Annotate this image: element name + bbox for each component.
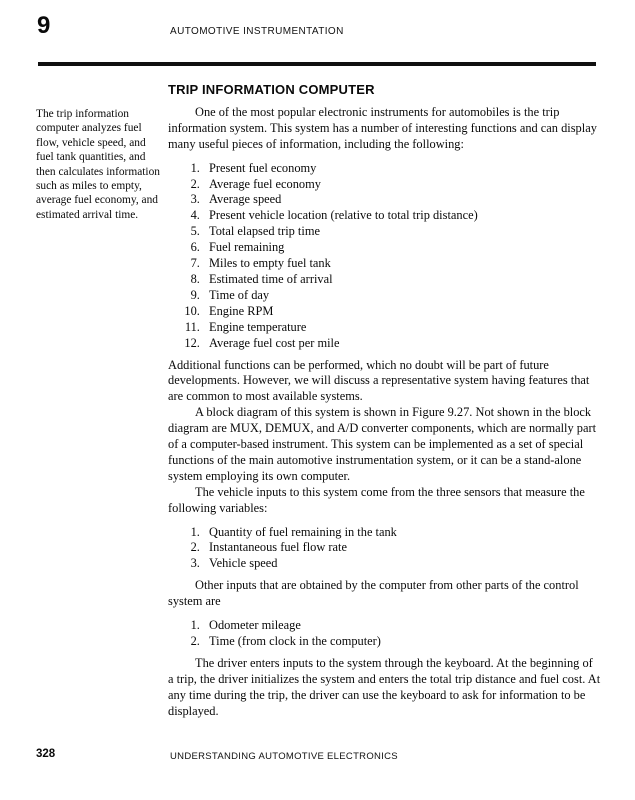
sensor-variables-list <box>168 525 601 573</box>
list-item: 12. Average fuel cost per mile <box>203 336 601 352</box>
list-item: 1. Quantity of fuel remaining in the tank <box>203 525 601 541</box>
list-item: 2. Instantaneous fuel flow rate <box>203 540 601 556</box>
driver-paragraph: The driver enters inputs to the system through the keyboard. At the beginning of a trip, the driver initializes the system and enters the total trip distance and fuel cost. At any time during the trip, the driver can use the keyboard to ask for information to be displayed. <box>168 655 601 718</box>
block-diagram-paragraph: A block diagram of this system is shown in Figure 9.27. Not shown in the block diagram are MUX, DEMUX, and A/D converter components, which are normally part of a computer-based instrument. This system can be implemented as a set of special functions of the main automotive instrumentation system, or it can be a stand-alone system employing its own computer. <box>168 405 597 483</box>
list-item: 2. Average fuel economy <box>203 177 601 193</box>
list-item: 5. Total elapsed trip time <box>203 224 601 240</box>
list-item: 7. Miles to empty fuel tank <box>203 256 601 272</box>
list-item: 3. Average speed <box>203 192 601 208</box>
footer-book-title: UNDERSTANDING AUTOMOTIVE ELECTRONICS <box>170 751 398 762</box>
chapter-number: 9 <box>37 12 51 39</box>
additional-paragraph: Additional functions can be performed, which no doubt will be part of future developments. However, we will discuss a representative system having features that are common to most available systems. <box>168 357 590 404</box>
other-inputs-paragraph: Other inputs that are obtained by the computer from other parts of the control system are <box>168 578 579 609</box>
list-item: 8. Estimated time of arrival <box>203 272 601 288</box>
functions-list <box>168 161 601 352</box>
margin-note: The trip information computer analyzes fuel flow, vehicle speed, and fuel tank quantities, and then calculates information such as miles to empty, average fuel economy, and estimated arrival time. <box>36 108 160 221</box>
list-item: 10. Engine RPM <box>203 304 601 320</box>
list-item: 3. Vehicle speed <box>203 556 601 572</box>
header-rule <box>38 62 596 66</box>
list-item: 9. Time of day <box>203 288 601 304</box>
intro-paragraph: One of the most popular electronic instruments for automobiles is the trip information system. This system has a number of interesting functions and can display many useful pieces of information, including the following: <box>168 104 597 151</box>
other-inputs-list <box>168 618 601 650</box>
running-header: AUTOMOTIVE INSTRUMENTATION <box>170 26 344 37</box>
list-item: 4. Present vehicle location (relative to total trip distance) <box>203 208 601 224</box>
section-title: TRIP INFORMATION COMPUTER <box>168 82 375 97</box>
list-item: 11. Engine temperature <box>203 320 601 336</box>
footer-page-number: 328 <box>36 748 56 760</box>
main-text-column <box>168 82 601 720</box>
list-item: 2. Time (from clock in the computer) <box>203 634 601 650</box>
list-item: 1. Odometer mileage <box>203 618 601 634</box>
list-item: 6. Fuel remaining <box>203 240 601 256</box>
vehicle-inputs-paragraph: The vehicle inputs to this system come from the three sensors that measure the following variables: <box>168 484 585 515</box>
list-item: 1. Present fuel economy <box>203 161 601 177</box>
